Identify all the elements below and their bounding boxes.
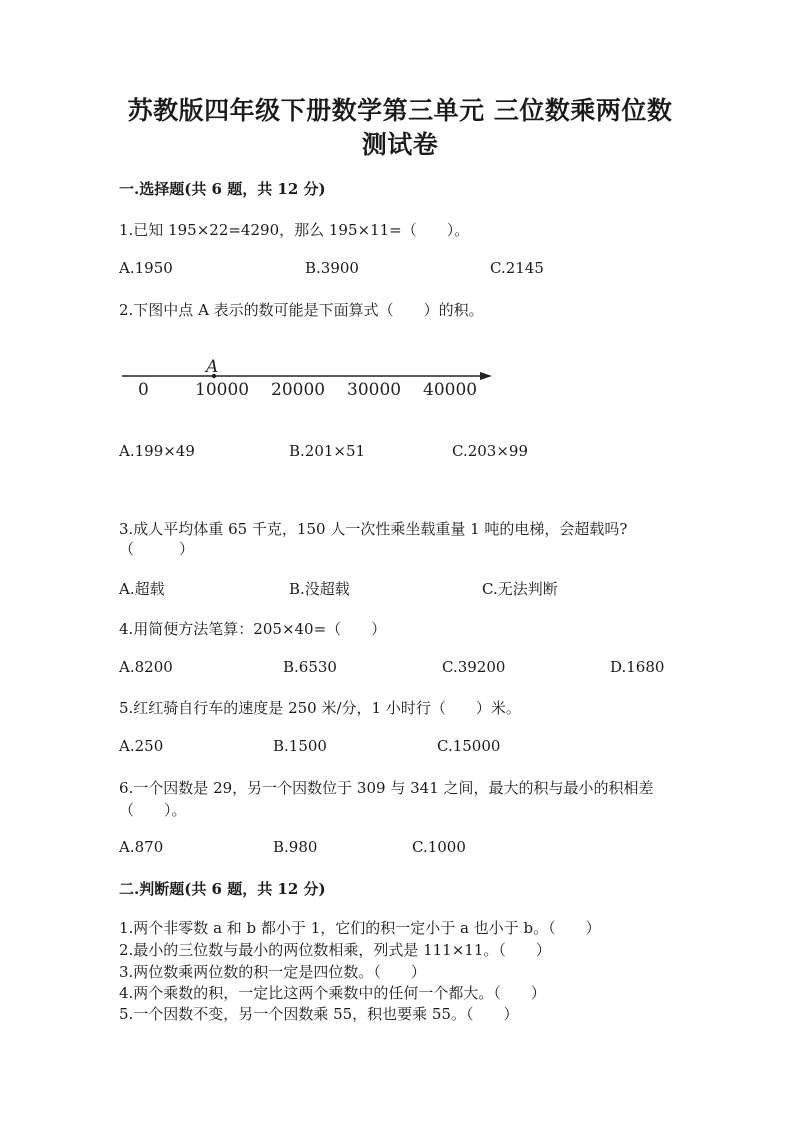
tick-label-20000: 20000 <box>271 380 326 400</box>
question-2-option-c: C.203×99 <box>452 442 528 460</box>
judgement-item-3: 3.两位数乘两位数的积一定是四位数。（ ） <box>119 963 426 981</box>
question-4-option-d: D.1680 <box>610 658 665 676</box>
question-5-option-b: B.1500 <box>273 737 327 755</box>
question-4-option-c: C.39200 <box>442 658 506 676</box>
tick-label-30000: 30000 <box>347 380 402 400</box>
question-2: 2.下图中点 A 表示的数可能是下面算式（ ）的积。 <box>119 301 484 319</box>
tick-label-40000: 40000 <box>423 380 478 400</box>
number-line-arrowhead <box>480 372 492 380</box>
question-3-option-c: C.无法判断 <box>482 580 558 598</box>
question-1: 1.已知 195×22=4290，那么 195×11=（ ）。 <box>119 221 470 239</box>
question-1-option-a: A.1950 <box>119 259 173 277</box>
section-heading-choice: 一.选择题(共 6 题，共 12 分) <box>119 180 326 198</box>
section-heading-judgement: 二.判断题(共 6 题，共 12 分) <box>119 880 326 898</box>
question-2-option-b: B.201×51 <box>289 442 366 460</box>
number-line-figure <box>118 358 498 402</box>
page-title-line-2: 测试卷 <box>361 130 439 159</box>
question-1-option-b: B.3900 <box>305 259 359 277</box>
question-3-line-2: （ ） <box>119 540 195 558</box>
question-3-line-1: 3.成人平均体重 65 千克，150 人一次性乘坐载重量 1 吨的电梯，会超载吗? <box>119 520 628 538</box>
question-5-option-a: A.250 <box>119 737 164 755</box>
question-6-line-2: （ ）。 <box>119 801 187 819</box>
question-3-option-a: A.超载 <box>119 580 165 598</box>
question-6-option-b: B.980 <box>273 838 318 856</box>
question-4-option-b: B.6530 <box>283 658 337 676</box>
tick-label-10000: 10000 <box>195 380 250 400</box>
question-2-option-a: A.199×49 <box>119 442 195 460</box>
judgement-item-2: 2.最小的三位数与最小的两位数相乘，列式是 111×11。（ ） <box>119 941 551 959</box>
question-3-option-b: B.没超载 <box>289 580 350 598</box>
point-a-label: A <box>206 358 219 377</box>
question-6-line-1: 6.一个因数是 29，另一个因数位于 309 与 341 之间，最大的积与最小的积相差 <box>119 779 654 797</box>
judgement-item-5: 5.一个因数不变，另一个因数乘 55，积也要乘 55。（ ） <box>119 1005 519 1023</box>
question-1-option-c: C.2145 <box>490 259 544 277</box>
tick-label-0: 0 <box>138 380 149 400</box>
judgement-item-4: 4.两个乘数的积，一定比这两个乘数中的任何一个都大。（ ） <box>119 984 546 1002</box>
question-5-option-c: C.15000 <box>437 737 501 755</box>
question-4-option-a: A.8200 <box>119 658 173 676</box>
question-5: 5.红红骑自行车的速度是 250 米/分，1 小时行（ ）米。 <box>119 699 521 717</box>
question-4: 4.用简便方法笔算：205×40=（ ） <box>119 620 387 638</box>
judgement-item-1: 1.两个非零数 a 和 b 都小于 1，它们的积一定小于 a 也小于 b。（ ） <box>119 919 601 937</box>
question-6-option-a: A.870 <box>119 838 164 856</box>
page-title-line-1: 苏教版四年级下册数学第三单元 三位数乘两位数 <box>127 96 673 125</box>
question-6-option-c: C.1000 <box>412 838 466 856</box>
